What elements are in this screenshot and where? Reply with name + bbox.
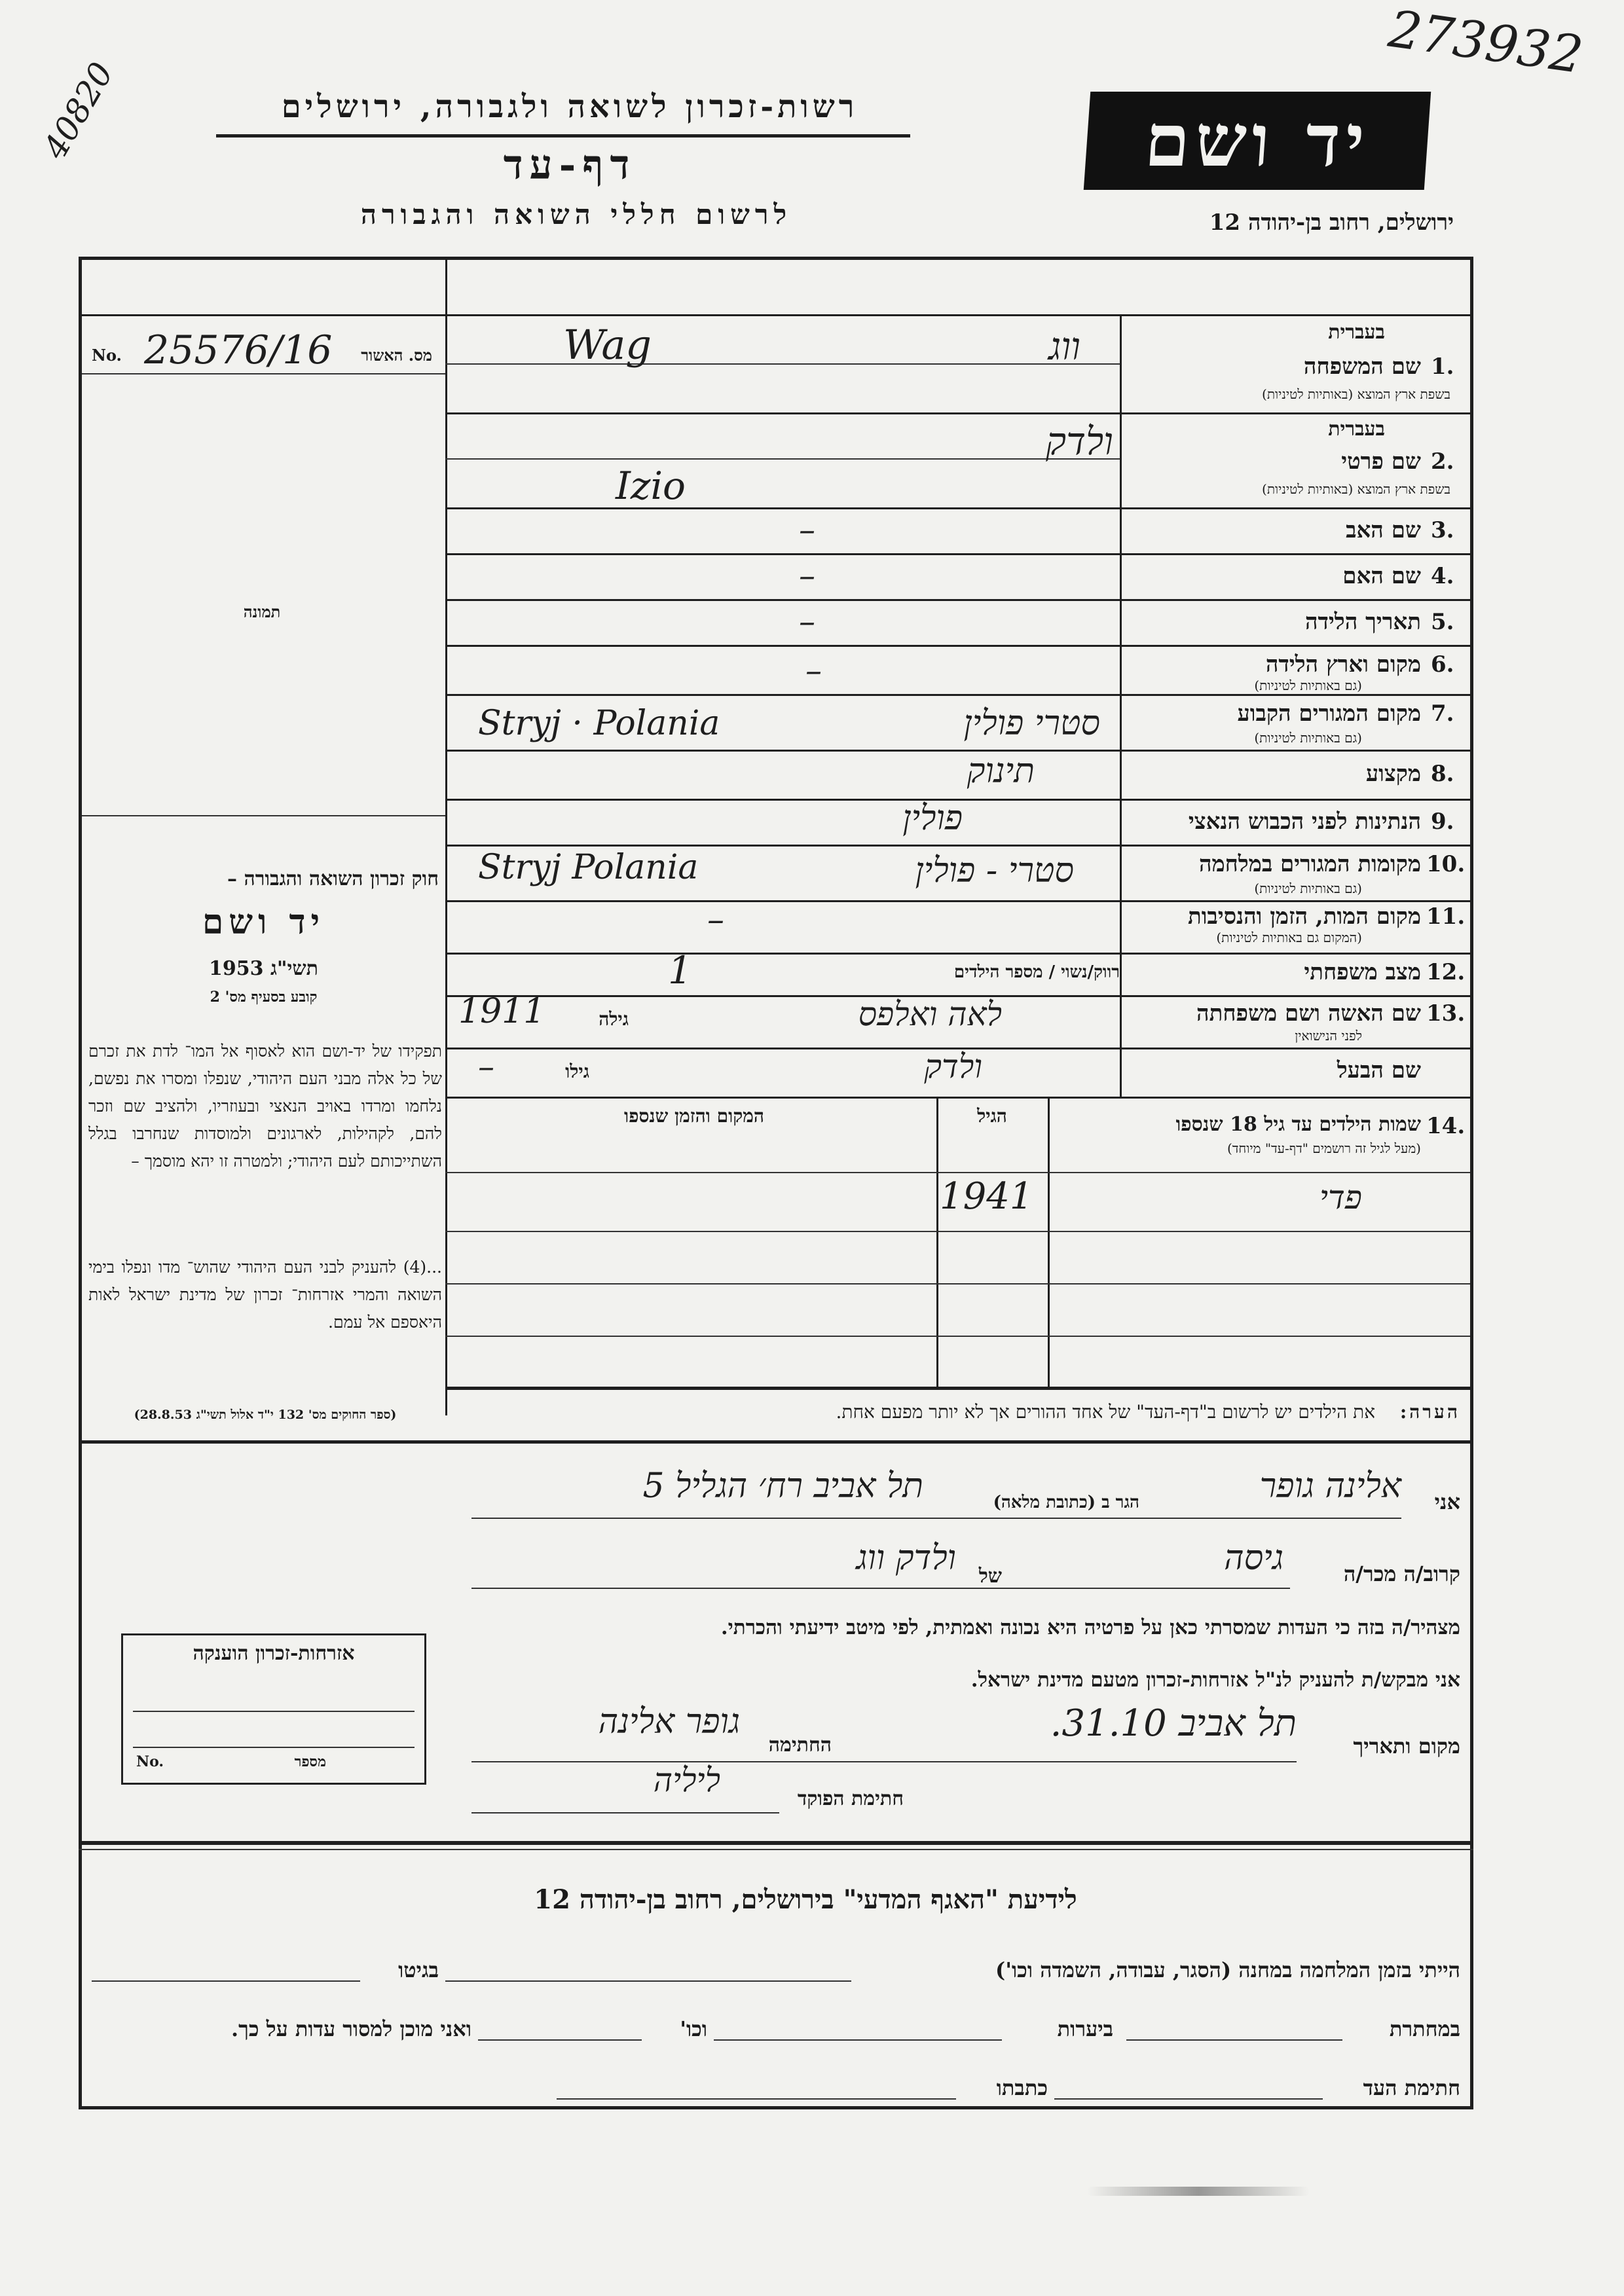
footer-line2-c: וכו': [680, 2016, 707, 2041]
field-2-label: שם פרטי: [1341, 448, 1421, 475]
field-7-value: סטרי פולין: [963, 704, 1100, 743]
children-num: 14.: [1426, 1113, 1466, 1139]
field-13-num: 13.: [1426, 1000, 1466, 1027]
logo-text: יד ושם: [1142, 98, 1373, 183]
law-text-2: ...(4) להעניק לבני העם היהודי שהוש־ מדו ונפלו בימי השואה והמרי אזרחות־ זכרון של מדינת ישראל לאות היאספם אל עמם.: [88, 1258, 442, 1332]
field-2-latin: Izio: [616, 464, 686, 508]
field-10-label: מקומות המגורים במלחמה: [1198, 851, 1421, 877]
field-12-value: 1: [668, 948, 692, 993]
decl-i-label: אני: [1434, 1489, 1460, 1514]
field-8-label: מקצוע: [1365, 761, 1421, 787]
frame-left: [79, 257, 82, 2109]
footer-fill-2: [92, 1980, 360, 1982]
footer-line2-a: במחתרת: [1389, 2016, 1460, 2041]
decl-statement: מצהיר/ה בזה כי העדות שמסרתי כאן על פרטיה היא נכונה ואמתית, לפי מיטב ידיעתי והכרתי.: [720, 1616, 1460, 1639]
decl-line-2: [471, 1588, 1290, 1589]
children-header-place: המקום והזמן שנספו: [624, 1105, 764, 1127]
children-row-line: [445, 1283, 1470, 1285]
decl-official-label: חתימת הפוקד: [797, 1787, 904, 1810]
decl-signature-value: גופר אלינה: [598, 1702, 740, 1741]
photo-bottom-line: [82, 815, 445, 816]
footer-line1-a: הייתי בזמן המלחמה במחנה (הסגר, עבודה, השמדה וכו'): [995, 1958, 1460, 1982]
decl-official-value: ליליה: [653, 1761, 720, 1799]
row-line: [445, 599, 1470, 601]
footer-top-line-2: [79, 1849, 1473, 1850]
approval-value: 25576/16: [144, 327, 333, 373]
field-2-hebrew: ולדק: [1046, 419, 1113, 464]
decl-place-date-value: תל אביב 31.10.: [1050, 1702, 1297, 1745]
row-line: [445, 645, 1470, 647]
photo-label: תמונה: [243, 602, 281, 621]
field-5-num: 5.: [1431, 609, 1454, 635]
field-12-num: 12.: [1426, 959, 1466, 985]
field-13-age-label: גילה: [599, 1008, 629, 1030]
field-1-label: שם המשפחה: [1303, 354, 1421, 380]
frame-right: [1470, 257, 1473, 2109]
form-title: דף-עד: [503, 141, 637, 189]
corner-mark: 40820: [35, 56, 121, 166]
field-4-label: שם האם: [1342, 563, 1421, 589]
footer-fill-7: [557, 2098, 956, 2100]
decl-i-value: אלינה גופר: [1259, 1467, 1401, 1506]
field-2-lang: בעברית: [1328, 418, 1385, 441]
note-label: הערה:: [1399, 1401, 1460, 1423]
field-11-sub: (המקום גם באותיות לטיניות): [1216, 930, 1362, 945]
law-year: תשי"ג 1953: [209, 957, 318, 980]
field-husband-label: שם הבעל: [1337, 1057, 1421, 1084]
children-header-age: הגיל: [977, 1105, 1007, 1127]
field-2-sub: בשפת ארץ המוצא (באותיות לטיניות): [1262, 481, 1450, 497]
field-2-num: 2.: [1431, 448, 1454, 475]
footer-fill-6: [1054, 2098, 1323, 2100]
citizenship-number-suffix: No.: [136, 1753, 164, 1770]
field-1-sub: בשפת ארץ המוצא (באותיות לטיניות): [1262, 386, 1450, 402]
field-6-value: –: [805, 651, 822, 689]
children-col-age-left: [936, 1097, 938, 1388]
field-7-label: מקום המגורים הקבוע: [1237, 701, 1421, 727]
footer-line3-a: חתימת העד: [1363, 2075, 1460, 2100]
field-6-label: מקום וארץ הלידה: [1265, 651, 1421, 678]
decl-signature-label: החתימה: [768, 1734, 832, 1757]
label-column-divider: [1120, 314, 1122, 1097]
field-1-hebrew: ווג: [1048, 324, 1080, 369]
field-husband-age-value: –: [478, 1048, 494, 1085]
row-line: [445, 694, 1470, 696]
footer-line2-b: ביערות: [1057, 2016, 1113, 2041]
field-7-latin: Stryj · Polania: [478, 704, 720, 743]
citizenship-box: [121, 1633, 426, 1785]
row-line: [445, 845, 1470, 847]
field-husband-age-label: גילו: [565, 1061, 589, 1082]
field-4-value: –: [799, 556, 815, 594]
field-1-num: 1.: [1431, 354, 1454, 380]
field-10-num: 10.: [1426, 851, 1466, 877]
citizenship-line: [133, 1711, 415, 1712]
field-husband-value: ולדק: [924, 1048, 982, 1085]
footer-fill-5: [478, 2039, 642, 2041]
note-top-line: [445, 1387, 1470, 1390]
field-6-sub: (גם באותיות לטיניות): [1254, 678, 1362, 693]
left-column-divider: [445, 257, 447, 1415]
decl-request: אני מבקש/ת להעניק לנ"ל אזרחות-זכרון מטעם מדינת ישראל.: [970, 1668, 1460, 1692]
decl-line-1: [471, 1518, 1401, 1519]
child-1-name: פדי: [1319, 1178, 1362, 1216]
field-12-label: מצב משפחתי: [1304, 959, 1421, 985]
field-7-sub: (גם באותיות לטיניות): [1254, 730, 1362, 746]
field-11-num: 11.: [1426, 903, 1466, 930]
law-source: (ספר החוקים מס' 132 י"ד אלול תשי"ג 28.8.53): [134, 1408, 397, 1422]
field-1-latin: Wag: [563, 321, 652, 369]
approval-label: מס. האשור: [361, 346, 432, 365]
field-9-label: הנתינות לפני הכבוש הנאצי: [1188, 809, 1421, 835]
field-5-value: –: [799, 602, 815, 640]
children-row-line: [445, 1231, 1470, 1232]
decl-line-4: [471, 1812, 779, 1813]
footer-line3-b: כתבתו: [996, 2075, 1048, 2100]
field-11-label: מקום המות, הזמן והנסיבות: [1187, 903, 1421, 930]
top-band-line: [79, 314, 1473, 316]
field-11-value: –: [707, 900, 724, 939]
field-8-value: תינוק: [967, 752, 1035, 791]
row-line: [445, 553, 1470, 555]
field-5-label: תאריך הלידה: [1304, 609, 1421, 635]
children-header-sub: (מעל לגיל זה רושמים "דף-עד" מיוחד): [1227, 1140, 1421, 1156]
decl-place-date-label: מקום ותאריך: [1353, 1734, 1460, 1758]
law-text-1: תפקידו של יד-ושם הוא לאסוף אל המו־ לדת את זכרם של כל אלה מבני העם היהודי, שנפלו ומסרו את נפשם, נלחמו ומרדו באויב הנאצי ובעוזריו, ולהציב שם וזכר להם, לקהילות, לארגונים ולמוסדות שנחרבו בגלל השתייכותם לעם היהודי; ולמטרה זו יהא מוסמך –: [88, 1042, 442, 1171]
row-line: [445, 412, 1470, 414]
frame-bottom: [79, 2106, 1473, 2109]
field-9-num: 9.: [1431, 809, 1454, 835]
row-line: [445, 1097, 1470, 1099]
footer-top-line: [79, 1841, 1473, 1845]
archive-number: 273932: [1385, 0, 1587, 86]
field-9-value: פולין: [902, 799, 963, 838]
field-8-num: 8.: [1431, 761, 1454, 787]
row-line: [445, 507, 1470, 509]
field-3-value: –: [799, 511, 815, 549]
authority-line: רשות-זכרון לשואה ולגבורה, ירושלים: [281, 88, 858, 125]
field-10-value: סטרי - פולין: [915, 851, 1074, 890]
child-1-age: 1941: [940, 1175, 1033, 1218]
decl-resides-label: הגר ב (כתובת מלאה): [993, 1493, 1139, 1512]
children-row-line: [445, 1336, 1470, 1337]
row-line: [445, 953, 1470, 955]
children-header-name: שמות הילדים עד גיל 18 שנספו: [1175, 1113, 1421, 1136]
field-3-num: 3.: [1431, 517, 1454, 543]
field-13-age-value: 1911: [458, 992, 545, 1031]
authority-underline: [216, 134, 910, 137]
footer-title: לידיעת "האגף המדעי" בירושלים, רחוב בן-יהודה 12: [534, 1884, 1077, 1915]
field-4-num: 4.: [1431, 563, 1454, 589]
field-10-sub: (גם באותיות לטיניות): [1254, 881, 1362, 896]
field-7-num: 7.: [1431, 701, 1454, 727]
footer-fill-4: [714, 2039, 1002, 2041]
header-address: ירושלים, רחוב בן-יהודה 12: [1209, 210, 1454, 236]
law-title: חוק זכרון השואה והגבורה –: [227, 867, 439, 890]
footer-line2-d: ואני מוכן למסור עדות על כך.: [231, 2016, 471, 2041]
children-row-line: [445, 1172, 1470, 1173]
approval-line: [82, 373, 445, 374]
field-13-sub: לפני הנישואין: [1295, 1028, 1362, 1044]
decl-of-label: של: [978, 1565, 1002, 1588]
row-line: [445, 900, 1470, 902]
field-3-label: שם האב: [1346, 517, 1421, 543]
citizenship-number-label: מספר: [294, 1753, 326, 1770]
note-bottom-line: [79, 1440, 1473, 1444]
decl-relative-value: גיסה: [1224, 1539, 1283, 1578]
law-name: יד ושם: [202, 902, 325, 942]
footer-fill-1: [445, 1980, 851, 1982]
decl-address-value: תל אביב רח׳ הגליל 5: [642, 1467, 923, 1506]
footer-fill-3: [1126, 2039, 1342, 2041]
children-col-age-right: [1048, 1097, 1050, 1388]
field-6-num: 6.: [1431, 651, 1454, 678]
scan-smudge: [1087, 2187, 1310, 2196]
form-subtitle: לרשום חללי השואה והגבורה: [360, 198, 792, 230]
field-13-label: שם האשה ושם משפחתה: [1196, 1000, 1421, 1027]
field-1-lang: בעברית: [1328, 321, 1385, 344]
decl-relative-label: קרוב/ה מכר/ה: [1343, 1561, 1460, 1586]
field-10-latin: Stryj Polania: [478, 848, 699, 887]
frame-top: [79, 257, 1473, 260]
decl-of-value: ולדק ווג: [856, 1539, 956, 1578]
field-13-value: לאה ואלפס: [858, 995, 1002, 1033]
note-text: את הילדים יש לרשום ב"דף-העד" של אחד ההורים אך לא יותר מפעם אחת.: [836, 1401, 1375, 1423]
footer-line1-b: בגיטו: [398, 1958, 439, 1982]
field-12-options: רווק/נשוי / מספר הילדים: [953, 962, 1120, 982]
citizenship-title: אזרחות-זכרון הוענקה: [193, 1642, 355, 1665]
law-clause: קובע בסעיף מס' 2: [210, 989, 318, 1006]
approval-suffix: No.: [92, 346, 122, 365]
yad-vashem-logo: [1084, 92, 1431, 190]
citizenship-line: [133, 1747, 415, 1748]
